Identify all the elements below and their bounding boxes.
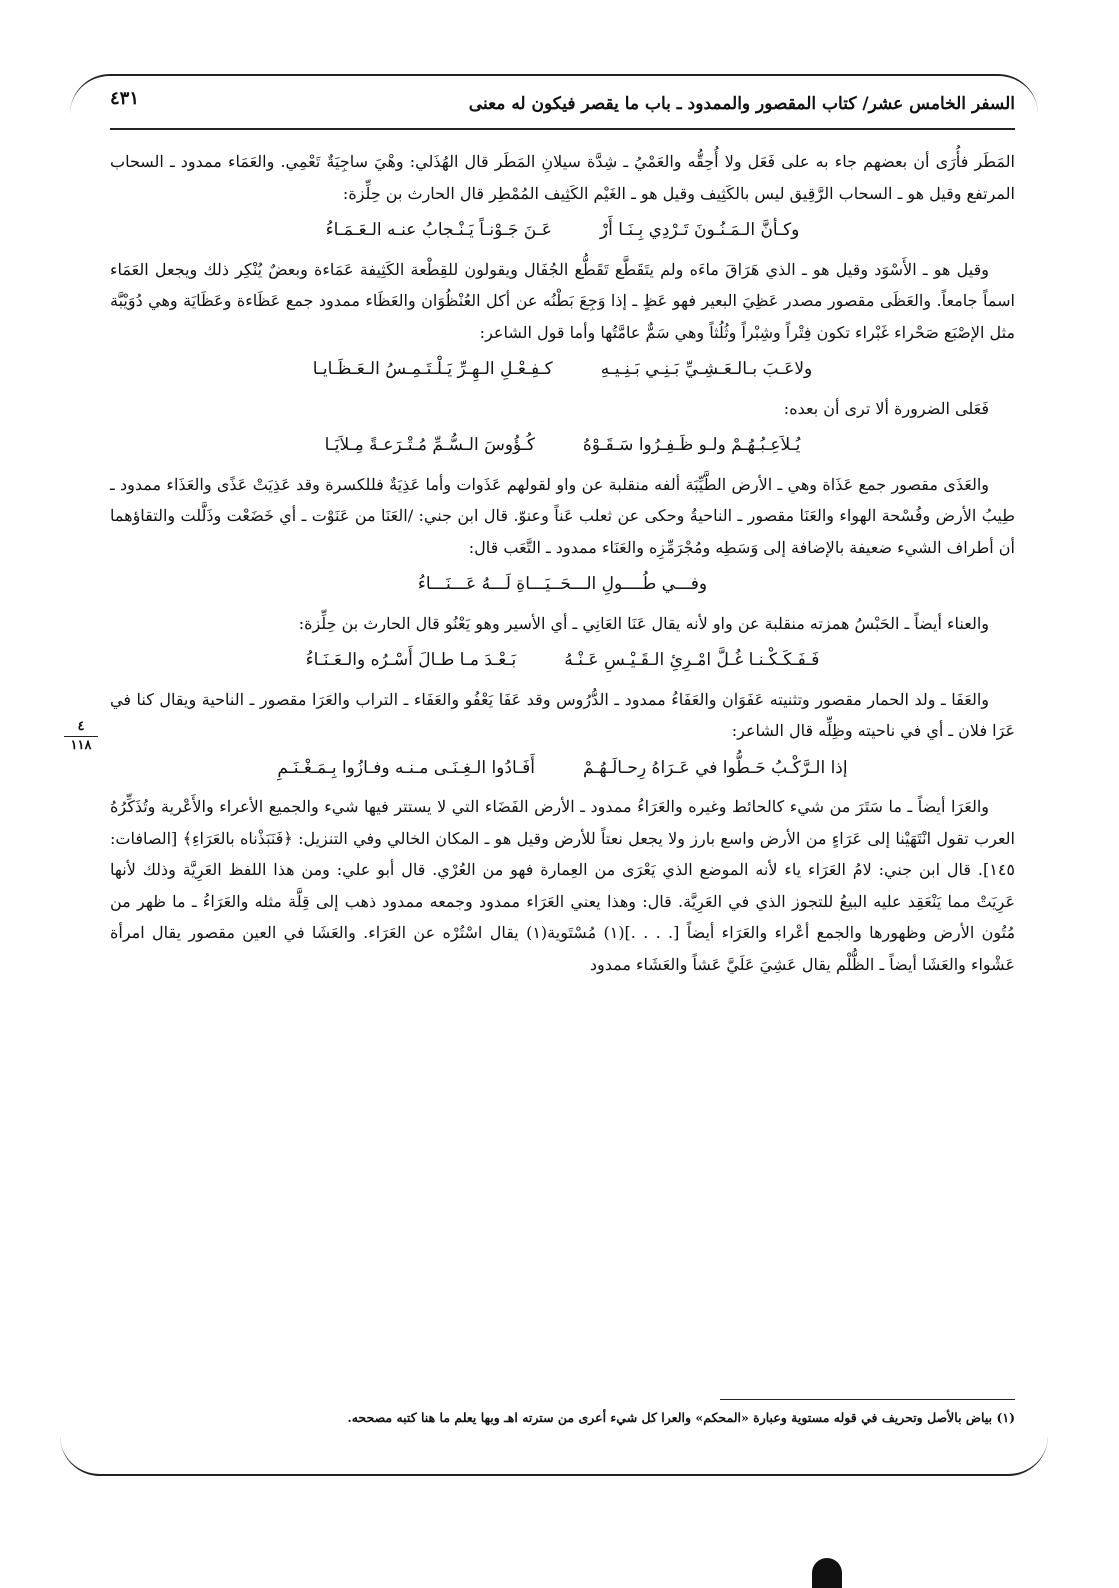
verse-second-hemistich: بَـعْـدَ مـا طـالَ أَسْـرُه والـعَـنَـاءُ [305, 650, 517, 670]
verse [110, 215, 1015, 247]
paragraph: والعَرَا أيضاً ـ ما سَتَرَ من شيء كالحائط وغيره والعَرَاءُ ممدود ـ الأرض الفَضَاء التي لا يستتر فيها شيء والجميع الأعراء والأَعْرية وتُذَكِّرُهُ العرب تقول انْتَهَيْنا إلى عَرَاءٍ من الأرض واسع بارز ولا يجعل نعتاً للأرض وقيل هو ـ المكان الخالي وفي التنزيل: ﴿فَنَبَذْناه بالعَرَاءِ﴾ [الصافات: ١٤٥]. قال ابن جني: لامُ العَرَاء ياء لأنه الموضع الذي يَعْرَى من العِمارة فهو من العُرْي. قال أبو علي: ومن هذا اللفظ العَرِيَّة وذلك لأنها عَرِيَتْ مما يَنْعَقِد عليه البيعُ للتجوز الذي في العَرِيَّة. قال: وهذا يعني العَرَاء ممدود وجمعه ممدود ذهب إلى قِلَّة مثله والعَرَاءُ ـ ما ظهر من مُتُون الأرض وظهورها والجمع أعْراء والعَرَاء أيضاً [. . . .](١) مُسْتَوية(١) يقال اسْتُرْه عن العَرَاء. والعَشَا في العين مقصور يقال امرأة عَشْواء والعَشَا أيضاً ـ الظُّلْم يقال عَشِيَ عَلَيَّ عَشاً والعَشَاء ممدود [110, 797, 1016, 974]
verse-first-hemistich: ولاعَـبَ بـالـعَـشِـيِّ بَـنِـي بَـنِـيـهِ [600, 359, 813, 379]
verse-second-hemistich: أَفَـادُوا الـغِـنَـى مـنـه وفـازُوا بِـمَـغْـنَـمِ [277, 757, 535, 778]
verse-second-hemistich: عَـنَ جَـوْنـاً يَـنْـجابُ عنـه الـعَـمَـاءُ [325, 220, 552, 240]
verse-first-hemistich: وكـأنَّ الـمَـنُـونَ تَـرْدِي بِـنَـا أَرْ [599, 220, 800, 240]
verse-second-hemistich: كـفِـعْـلِ الـهِـرِّ يَـلْـتَـمِـسُ الـعَـظَـايـا [312, 359, 553, 379]
paragraph: فَعَلى الضرورة ألا ترى أن بعده: [783, 398, 989, 418]
scan-edge-mark [812, 1558, 842, 1588]
paragraph: والعناء أيضاً ـ الحَبْسُ همزته منقلبة عن واو لأنه يقال عَنَا العَانِي ـ أي الأسير وهو يَعْنُو قال الحارث بن حِلِّزة: [298, 613, 989, 633]
verse-first-hemistich: يُـلاَعِـبُـهُـمْ ولـو ظَـفِـرُوا سَـقَـوْهُ [582, 435, 801, 455]
margin-reference-volume: ٤ [64, 718, 98, 737]
page-number: ٤٣١ [110, 88, 140, 109]
paragraph: والعَذَى مقصور جمع عَذَاة وهي ـ الأرض الطَّيِّبَة ألفه منقلبة عن واو لقولهم عَذَوات وأما عَذِيَةٌ فللكسرة وقد عَذِيَتْ عَذًى والعَذَاء ممدود ـ طِيبُ الأرض وفُسْحة الهواء والعَنَا مقصور ـ الناحيةُ وحكى عن ثعلب عَناً وعنوّ. قال ابن جني: /العَنَا من عَنَوْت ـ أي خَضَعْت وذَلَّلت والتقاؤهما أن أطراف الشيء ضعيفة بالإضافة إلى وَسَطِه ومُجْرَمِّزِه والعَنَاء ممدود ـ التَّعَب قال: [110, 474, 1015, 557]
main-text [110, 146, 1015, 980]
header-rule [110, 128, 1015, 130]
margin-reference-page: ١١٨ [70, 738, 92, 753]
verse [110, 354, 1015, 386]
paragraph: المَطَر فأُرَى أن بعضهم جاء به على فَعَل ولا أُحِقُّه والعَمْيُ ـ شِدَّة سيلانِ المَطَر قال الهُذَلي: وهْيَ ساجِيَةٌ تَعْمِي. والعَمَاء ممدود ـ السحاب المرتفع وقيل هو ـ السحاب الرَّقِيق ليس بالكَثِيف وقيل هو ـ الغَيْم الكَثِيف المُمْطِر قال الحارث بن حِلِّزة: [110, 152, 1015, 203]
paragraph: وقيل هو ـ الأَسْوَد وقيل هو ـ الذي هَرَاقَ ماءَه ولم يتَقَطَّع تَقَطُّع الجُفَال ويقولون للقِطْعة الكَثِيفة عَمَاءة وبعضٌ يُنْكِر ذلك ويجعل العَمَاء اسماً جامعاً. والعَظَى مقصور مصدر عَظِيَ البعير فهو عَظٍ ـ إذا وَجِعَ بَطْنُه عن أكل العُنْظُوَان والعَظَاء ممدود جمع عَظَاءة وعَظَايَة وهي دُوَيْبَّة مثل الإصْبَع صَحْراء غَبْراء تكون فِتْراً وشِبْراً وثُلُثاً وهي سَمٌّ عامَّتُها وأما قول الشاعر: [110, 259, 1015, 342]
verse-first-hemistich: إذا الـرَّكْـبُ حَـطُّوا في عَـرَاهُ رِحـالَـهُـمْ [582, 757, 848, 778]
verse [110, 645, 1015, 677]
verse-first-hemistich: فَـفَـكَـكْـنـا غُـلَّ امْـرِئِ الـقَـيْـسِ عَـنْـهُ [564, 650, 820, 670]
margin-reference [64, 718, 98, 755]
running-header [110, 86, 1015, 122]
verse [110, 753, 1015, 785]
header-title: السفر الخامس عشر/ كتاب المقصور والممدود ـ باب ما يقصر فيكون له معنى [468, 94, 1015, 114]
verse-single-line: وفـــي طُــــولِ الـــحَــيَـــاةِ لَـــهُ عَـــنَـــاءُ [417, 574, 708, 594]
verse [110, 430, 1015, 462]
verse-second-hemistich: كُـؤُوسَ الـسُّـمِّ مُـتْـرَعـةً مِـلاَيَـا [324, 435, 535, 455]
verse [110, 569, 1015, 601]
page-frame-bottom [60, 1430, 1048, 1476]
paragraph: والعَفَا ـ ولد الحمار مقصور وتثنيته عَفَوَان والعَفَاءُ ممدود ـ الدُّرُوس وقد عَفَا يَعْفُو والعَفَاء ـ التراب والعَرَا مقصور ـ الناحية ويقال كنا في عَرَا فلان ـ أي في ناحيته وظِلِّه قال الشاعر: [110, 689, 1015, 740]
footnote: (١) بياض بالأصل وتحريف في قوله مستوية وعبارة «المحكم» والعرا كل شيء أعرى من سترته اهـ وبها يعلم ما هنا كتبه مصححه. [347, 1410, 1015, 1425]
footnote-rule [720, 1399, 1015, 1400]
